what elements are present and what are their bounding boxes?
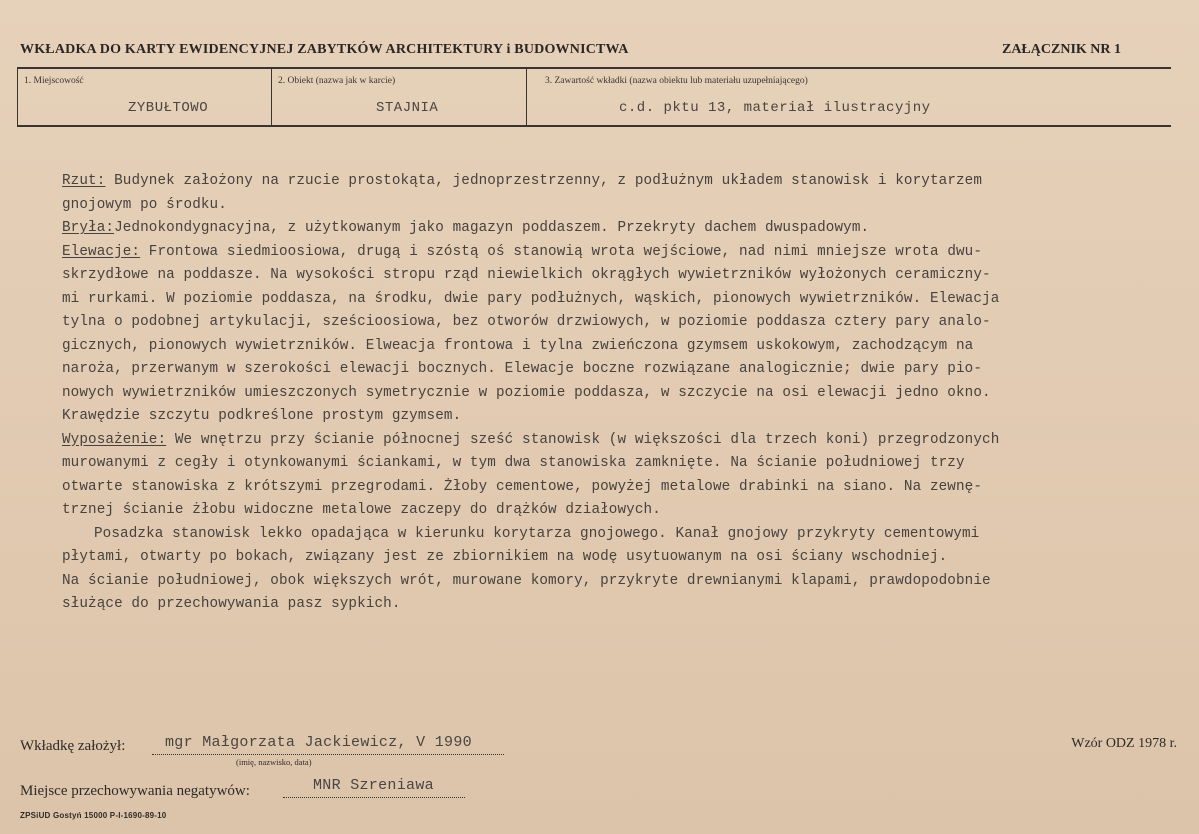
text-line: płytami, otwarty po bokach, związany jest ze zbiornikiem na wodę usytuowanym na osi ściany wschodniej. <box>62 549 948 565</box>
annex-number: ZAŁĄCZNIK NR 1 <box>1001 42 1121 57</box>
print-info: ZPSiUD Gostyń 15000 P-I-1690-89-10 <box>20 811 167 820</box>
text-line: Rzut: Budynek założony na rzucie prostokąta, jednoprzestrzenny, z podłużnym układem stanowisk i korytarzem <box>62 173 983 189</box>
storage-value: MNR Szreniawa <box>313 777 434 794</box>
header-rule-top <box>17 67 1171 69</box>
section-heading-rzut: Rzut: <box>62 173 106 189</box>
section-heading-elewacje: Elewacje: <box>62 243 141 260</box>
text-line: trznej ścianie żłobu widoczne metalowe zaczepy do drążków działowych. <box>62 502 661 518</box>
section-heading-bryla: Bryła: <box>62 220 115 236</box>
storage-label: Miejsce przechowywania negatywów: <box>20 783 250 799</box>
text-line: Na ścianie południowej, obok większych wrót, murowane komory, przykryte drewnianymi klapami, prawdopodobnie <box>62 572 991 589</box>
field-divider <box>526 69 527 125</box>
author-note: (imię, nazwisko, data) <box>236 757 312 767</box>
text-line: mi rurkami. W poziomie poddasza, na środku, dwie pary podłużnych, wąskich, pionowych wywietrzników. Elewacja <box>62 290 1000 307</box>
text-line: Krawędzie szczytu podkreślone prostym gzymsem. <box>62 408 462 424</box>
text-line: murowanymi z cegły i otynkowanymi ściankami, w tym dwa stanowiska zamknięte. Na ścianie południowej trzy <box>62 455 965 471</box>
locality-value: ZYBUŁTOWO <box>128 100 209 116</box>
text-line: gnojowym po środku. <box>62 196 227 213</box>
text-line: skrzydłowe na poddasze. Na wysokości stropu rząd niewielkich okrągłych wywietrzników wyłożonych ceramiczny- <box>62 267 991 283</box>
author-label: Wkładkę założył: <box>20 738 126 754</box>
object-value: STAJNIA <box>376 100 439 116</box>
text-line: nowych wywietrzników umieszczonych symetrycznie w poziomie poddasza, w szczycie na osi elewacji jedno okno. <box>62 384 991 401</box>
locality-label: 1. Miejscowość <box>24 76 84 86</box>
text-line: Bryła:Jednokondygnacyjna, z użytkowanym jako magazyn poddaszem. Przekryty dachem dwuspadowym. <box>62 220 870 236</box>
text-line: służące do przechowywania pasz sypkich. <box>62 596 401 612</box>
text-line: gicznych, pionowych wywietrzników. Elweacja frontowa i tylna zwieńczona gzymsem uskokowym, zachodzącym na <box>62 337 974 354</box>
field-divider <box>17 69 18 125</box>
text-line: Posadzka stanowisk lekko opadająca w kierunku korytarza gnojowego. Kanał gnojowy przykryty cementowymi <box>94 525 980 542</box>
field-divider <box>271 69 272 125</box>
form-title: WKŁADKA DO KARTY EWIDENCYJNEJ ZABYTKÓW ARCHITEKTURY i BUDOWNICTWA <box>20 42 629 57</box>
description-text <box>62 170 1177 617</box>
header-rule-bottom <box>17 125 1171 127</box>
content-label: 3. Zawartość wkładki (nazwa obiektu lub materiału uzupełniającego) <box>545 76 808 86</box>
storage-dotted-line <box>283 797 465 798</box>
text-line: tylna o podobnej artykulacji, sześcioosiowa, bez otworów drzwiowych, w poziomie poddasza cztery pary analo- <box>62 314 991 330</box>
text-line: Elewacje: Frontowa siedmioosiowa, drugą i szóstą oś stanowią wrota wejściowe, nad nimi mniejsze wrota dwu- <box>62 243 983 260</box>
author-dotted-line <box>152 754 504 755</box>
section-heading-wyposazenie: Wyposażenie: <box>62 431 167 448</box>
form-reference: Wzór ODZ 1978 r. <box>1071 736 1177 751</box>
author-value: mgr Małgorzata Jackiewicz, V 1990 <box>165 734 472 751</box>
text-line: naroża, przerwanym w szerokości elewacji bocznych. Elewacje boczne rozwiązane analogicznie; dwie pary pio- <box>62 361 983 377</box>
object-label: 2. Obiekt (nazwa jak w karcie) <box>278 76 396 86</box>
content-value: c.d. pktu 13, materiał ilustracyjny <box>619 100 931 116</box>
text-line: Wyposażenie: We wnętrzu przy ścianie północnej sześć stanowisk (w większości dla trzech koni) przegrodzonych <box>62 431 1000 448</box>
text-line: otwarte stanowiska z krótszymi przegrodami. Żłoby cementowe, powyżej metalowe drabinki na siano. Na zewnę- <box>62 478 983 495</box>
